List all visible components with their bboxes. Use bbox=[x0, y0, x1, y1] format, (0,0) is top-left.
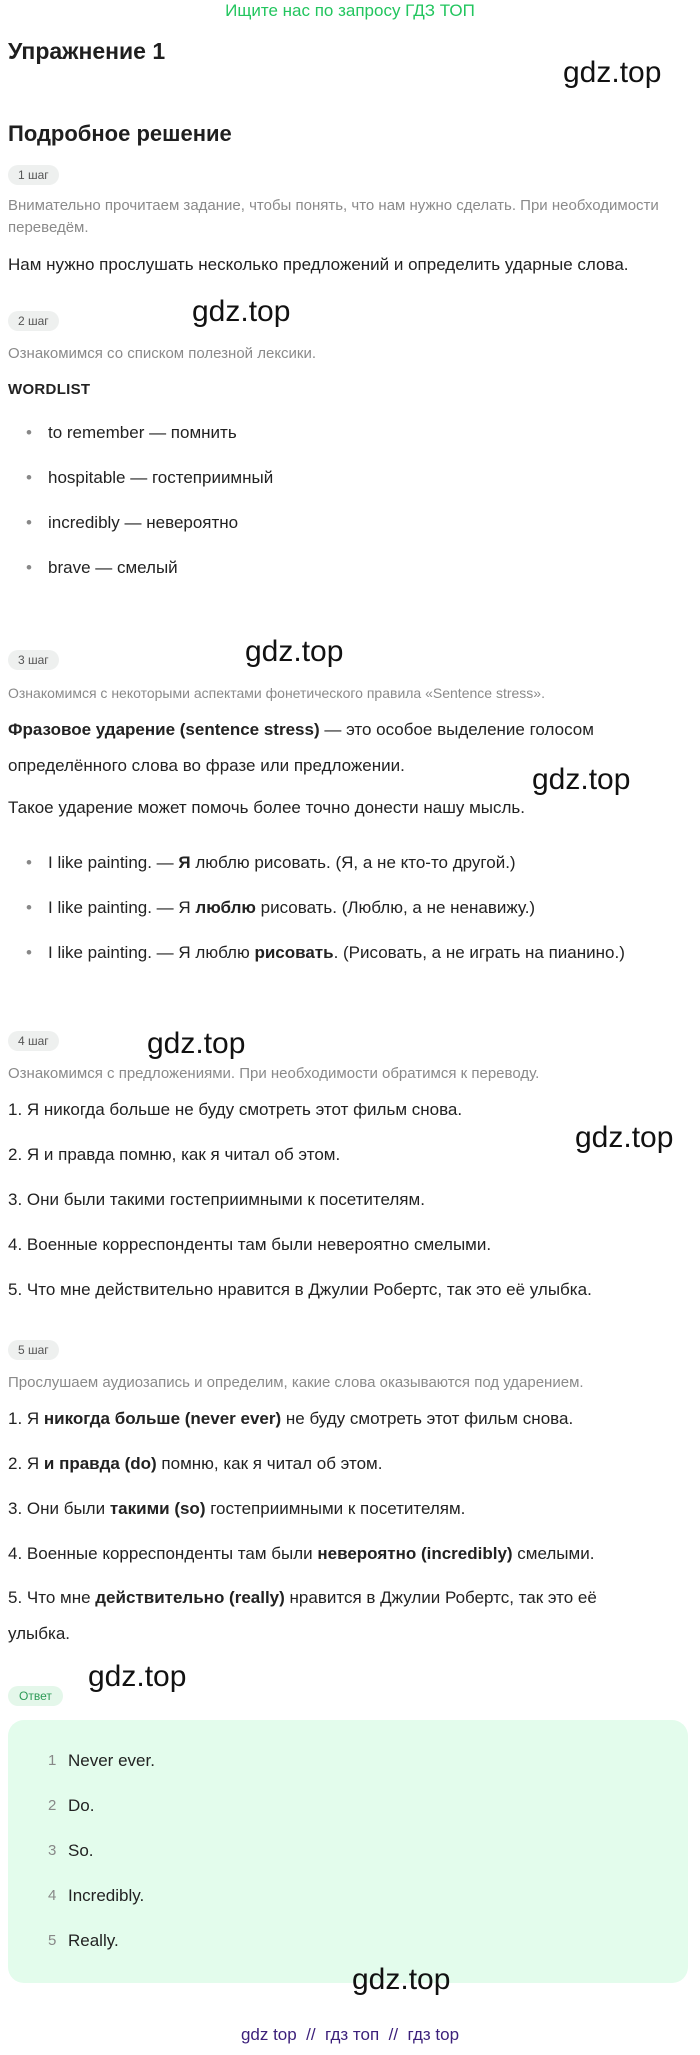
answer-list bbox=[8, 1738, 688, 1963]
wordlist bbox=[8, 410, 688, 590]
solution-title: Подробное решение bbox=[8, 121, 232, 146]
list-item: 5. Что мне действительно (really) нравится в Джулии Робертс, так это её улыбка. bbox=[8, 1588, 597, 1643]
list-item: • I like painting. — Я люблю рисовать. (Рисовать, а не играть на пианино.) bbox=[26, 943, 625, 962]
watermark: gdz.top bbox=[88, 1660, 187, 1693]
watermark: gdz.top bbox=[532, 763, 631, 796]
watermark: gdz.top bbox=[563, 56, 662, 89]
step-2 bbox=[8, 311, 688, 590]
step-hint: Ознакомимся с предложениями. При необходимости обратимся к переводу. bbox=[8, 1065, 540, 1082]
watermark: gdz.top bbox=[245, 635, 344, 668]
answer-box bbox=[8, 1720, 688, 1983]
footer-links[interactable]: gdz top // гдз топ // гдз top bbox=[240, 2025, 460, 2044]
list-item: • to remember — помнить bbox=[26, 423, 237, 442]
list-item: • I like painting. — Я люблю рисовать. (Люблю, а не ненавижу.) bbox=[26, 898, 536, 917]
list-item: 5. Что мне действительно нравится в Джулии Робертс, так это её улыбка. bbox=[8, 1280, 592, 1299]
list-item: • hospitable — гостеприимный bbox=[26, 468, 274, 487]
answer-section bbox=[8, 1686, 688, 1983]
list-item: 1. Я никогда больше не буду смотреть этот фильм снова. bbox=[8, 1100, 463, 1119]
step-hint: Ознакомимся со списком полезной лексики. bbox=[8, 345, 317, 362]
watermark: gdz.top bbox=[192, 295, 291, 328]
step-4 bbox=[8, 1031, 688, 1312]
list-item: 2. Я и правда (do) помню, как я читал об этом. bbox=[8, 1454, 383, 1473]
step-badge: 3 шаг bbox=[8, 650, 59, 670]
step-hint: Ознакомимся с некоторыми аспектами фонетического правила «Sentence stress». bbox=[8, 685, 545, 701]
watermark: gdz.top bbox=[352, 1963, 451, 1996]
list-item: • incredibly — невероятно bbox=[26, 513, 239, 532]
watermark: gdz.top bbox=[147, 1027, 246, 1060]
step-badge: 4 шаг bbox=[8, 1031, 59, 1051]
list-item: 2. Я и правда помню, как я читал об этом. bbox=[8, 1145, 341, 1164]
list-item: 4. Военные корреспонденты там были невероятно смелыми. bbox=[8, 1235, 492, 1254]
step-badge: 2 шаг bbox=[8, 311, 59, 331]
list-item: 5 Really. bbox=[48, 1931, 119, 1950]
stressed-sentences-list bbox=[8, 1396, 688, 1652]
top-banner[interactable]: Ищите нас по запросу ГДЗ ТОП bbox=[225, 1, 475, 20]
list-item: 3 So. bbox=[48, 1841, 94, 1860]
list-item: 2 Do. bbox=[48, 1796, 95, 1815]
list-item: • brave — смелый bbox=[26, 558, 178, 577]
step-hint: Прослушаем аудиозапись и определим, какие слова оказываются под ударением. bbox=[8, 1374, 584, 1391]
note: Такое ударение может помочь более точно донести нашу мысль. bbox=[8, 798, 526, 817]
definition: Фразовое ударение (sentence stress) — это особое выделение голосом определённого слова во фразе или предложении. bbox=[8, 720, 594, 775]
wordlist-title: WORDLIST bbox=[8, 381, 91, 398]
step-badge: 1 шаг bbox=[8, 165, 59, 185]
watermark: gdz.top bbox=[575, 1121, 674, 1154]
step-text: Нам нужно прослушать несколько предложений и определить ударные слова. bbox=[8, 255, 629, 274]
list-item: 4 Incredibly. bbox=[48, 1886, 145, 1905]
step-hint: Внимательно прочитаем задание, чтобы понять, что нам нужно сделать. При необходимости переведём. bbox=[8, 197, 659, 236]
list-item: 1. Я никогда больше (never ever) не буду смотреть этот фильм снова. bbox=[8, 1409, 574, 1428]
list-item: 4. Военные корреспонденты там были невероятно (incredibly) смелыми. bbox=[8, 1544, 595, 1563]
list-item: 3. Они были такими (so) гостеприимными к посетителям. bbox=[8, 1499, 466, 1518]
step-3 bbox=[8, 650, 688, 975]
answer-badge: Ответ bbox=[8, 1686, 63, 1706]
step-1 bbox=[8, 147, 688, 283]
list-item: • I like painting. — Я люблю рисовать. (Я, а не кто-то другой.) bbox=[26, 853, 516, 872]
list-item: 3. Они были такими гостеприимными к посетителям. bbox=[8, 1190, 425, 1209]
step-5 bbox=[8, 1340, 688, 1652]
step-badge: 5 шаг bbox=[8, 1340, 59, 1360]
list-item: 1 Never ever. bbox=[48, 1751, 155, 1770]
examples-list bbox=[8, 840, 688, 975]
exercise-title: Упражнение 1 bbox=[8, 38, 166, 64]
